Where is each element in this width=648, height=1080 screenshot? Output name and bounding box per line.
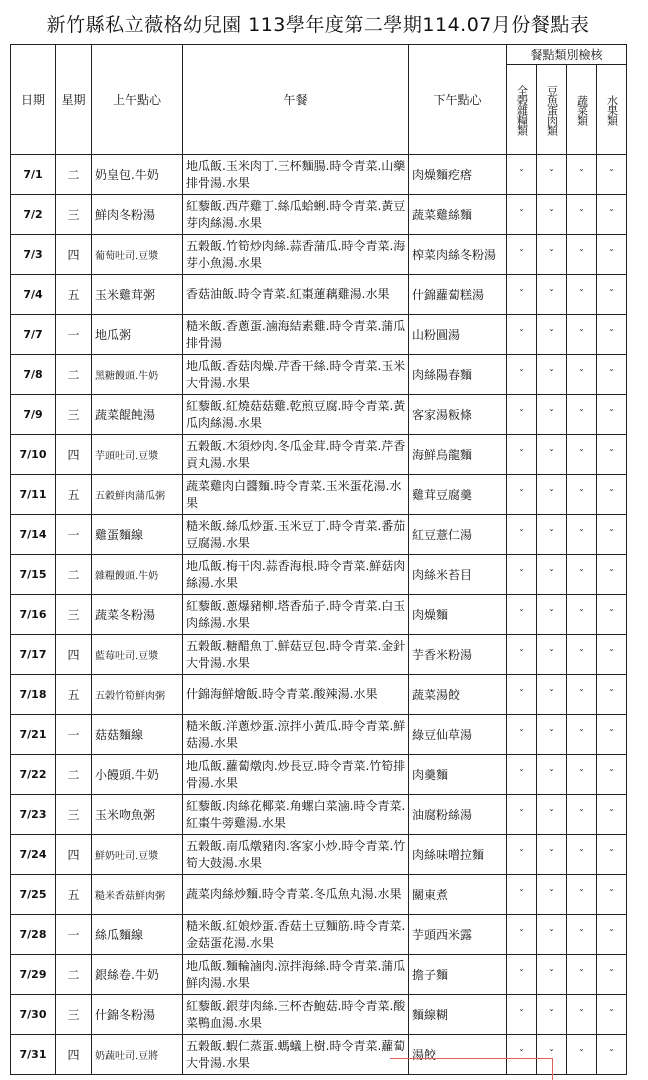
cell-check-protein: ˇ [537, 795, 567, 835]
cell-date: 7/29 [11, 955, 56, 995]
cell-check-grains: ˇ [507, 515, 537, 555]
cell-check-vegetable: ˇ [567, 275, 597, 315]
cell-date: 7/30 [11, 995, 56, 1035]
cell-pm-snack: 油腐粉絲湯 [409, 795, 507, 835]
cell-pm-snack: 關東煮 [409, 875, 507, 915]
cell-check-fruit: ˇ [597, 715, 627, 755]
cell-check-fruit: ˇ [597, 795, 627, 835]
cell-weekday: 三 [56, 995, 92, 1035]
cell-weekday: 四 [56, 835, 92, 875]
cell-pm-snack: 山粉圓湯 [409, 315, 507, 355]
cell-check-grains: ˇ [507, 195, 537, 235]
table-row [11, 995, 627, 1035]
cell-lunch: 香菇油飯.時令青菜.紅棗蓮藕雞湯.水果 [183, 275, 409, 315]
table-row [11, 155, 627, 195]
header-pm-snack: 下午點心 [409, 45, 507, 155]
cell-lunch: 紅藜飯.肉絲花椰菜.角螺白菜滷.時令青菜.紅棗牛蒡雞湯.水果 [183, 795, 409, 835]
cell-date: 7/17 [11, 635, 56, 675]
cell-am-snack: 玉米吻魚粥 [92, 795, 183, 835]
cell-pm-snack: 蔬菜雞絲麵 [409, 195, 507, 235]
cell-date: 7/23 [11, 795, 56, 835]
cell-weekday: 一 [56, 515, 92, 555]
cell-am-snack: 黑糖饅頭.牛奶 [92, 355, 183, 395]
table-row [11, 715, 627, 755]
cell-weekday: 四 [56, 635, 92, 675]
cell-check-vegetable: ˇ [567, 795, 597, 835]
cell-lunch: 地瓜飯.香菇肉燥.芹香干絲.時令青菜.玉米大骨湯.水果 [183, 355, 409, 395]
cell-am-snack: 蔬菜餛飩湯 [92, 395, 183, 435]
cell-pm-snack: 蔬菜湯餃 [409, 675, 507, 715]
cell-lunch: 五穀飯.南瓜燉豬肉.客家小炒.時令青菜.竹筍大鼓湯.水果 [183, 835, 409, 875]
cell-weekday: 五 [56, 475, 92, 515]
cell-check-grains: ˇ [507, 155, 537, 195]
cell-am-snack: 葡萄吐司.豆漿 [92, 235, 183, 275]
cell-date: 7/10 [11, 435, 56, 475]
cell-check-protein: ˇ [537, 995, 567, 1035]
cell-date: 7/1 [11, 155, 56, 195]
table-row [11, 595, 627, 635]
cell-check-grains: ˇ [507, 235, 537, 275]
cell-lunch: 糙米飯.紅娘炒蛋.香菇土豆麵筋.時令青菜.金菇蛋花湯.水果 [183, 915, 409, 955]
cell-check-grains: ˇ [507, 995, 537, 1035]
cell-check-protein: ˇ [537, 875, 567, 915]
cell-lunch: 紅藜飯.西芹雞丁.絲瓜蛤蜊.時令青菜.黃豆芽肉絲湯.水果 [183, 195, 409, 235]
cell-check-vegetable: ˇ [567, 715, 597, 755]
cell-date: 7/3 [11, 235, 56, 275]
cell-weekday: 五 [56, 675, 92, 715]
cell-check-vegetable: ˇ [567, 355, 597, 395]
cell-check-protein: ˇ [537, 195, 567, 235]
cell-date: 7/9 [11, 395, 56, 435]
table-row [11, 555, 627, 595]
cell-pm-snack: 麵線糊 [409, 995, 507, 1035]
table-row [11, 435, 627, 475]
cell-check-fruit: ˇ [597, 915, 627, 955]
cell-weekday: 四 [56, 235, 92, 275]
cell-check-protein: ˇ [537, 235, 567, 275]
cell-am-snack: 什錦冬粉湯 [92, 995, 183, 1035]
cell-check-vegetable: ˇ [567, 595, 597, 635]
cell-lunch: 紅藜飯.蔥爆豬柳.塔香茄子.時令青菜.白玉肉絲湯.水果 [183, 595, 409, 635]
cell-pm-snack: 綠豆仙草湯 [409, 715, 507, 755]
cell-pm-snack: 肉絲味噌拉麵 [409, 835, 507, 875]
cell-pm-snack: 什錦蘿蔔糕湯 [409, 275, 507, 315]
cell-check-vegetable: ˇ [567, 955, 597, 995]
cell-date: 7/15 [11, 555, 56, 595]
cell-check-fruit: ˇ [597, 635, 627, 675]
cell-weekday: 一 [56, 915, 92, 955]
cell-date: 7/28 [11, 915, 56, 955]
cell-check-fruit: ˇ [597, 955, 627, 995]
cell-check-grains: ˇ [507, 755, 537, 795]
cell-date: 7/4 [11, 275, 56, 315]
cell-check-fruit: ˇ [597, 395, 627, 435]
cell-pm-snack: 擔子麵 [409, 955, 507, 995]
cell-check-fruit: ˇ [597, 1035, 627, 1075]
cell-pm-snack: 榨菜肉絲冬粉湯 [409, 235, 507, 275]
cell-lunch: 地瓜飯.蘿蔔燉肉.炒長豆.時令青菜.竹筍排骨湯.水果 [183, 755, 409, 795]
cell-check-fruit: ˇ [597, 355, 627, 395]
cell-lunch: 地瓜飯.梅干肉.蒜香海根.時令青菜.鮮菇肉絲湯.水果 [183, 555, 409, 595]
table-row [11, 795, 627, 835]
header-lunch: 午餐 [183, 45, 409, 155]
cell-check-fruit: ˇ [597, 675, 627, 715]
cell-pm-snack: 肉燥麵 [409, 595, 507, 635]
cell-check-protein: ˇ [537, 955, 567, 995]
cell-pm-snack: 紅豆薏仁湯 [409, 515, 507, 555]
cell-check-grains: ˇ [507, 835, 537, 875]
header-weekday: 星期 [56, 45, 92, 155]
cell-weekday: 四 [56, 1035, 92, 1075]
cell-check-protein: ˇ [537, 715, 567, 755]
cell-lunch: 五穀飯.糖醋魚丁.鮮菇豆包.時令青菜.金針大骨湯.水果 [183, 635, 409, 675]
cell-check-grains: ˇ [507, 915, 537, 955]
cell-check-protein: ˇ [537, 595, 567, 635]
cell-check-fruit: ˇ [597, 195, 627, 235]
table-row [11, 315, 627, 355]
cell-check-protein: ˇ [537, 275, 567, 315]
cell-check-vegetable: ˇ [567, 635, 597, 675]
cell-weekday: 三 [56, 595, 92, 635]
cell-pm-snack: 海鮮烏龍麵 [409, 435, 507, 475]
cell-date: 7/14 [11, 515, 56, 555]
table-row [11, 275, 627, 315]
table-row [11, 875, 627, 915]
table-row [11, 475, 627, 515]
cell-date: 7/22 [11, 755, 56, 795]
page-corner-mark [390, 1058, 553, 1080]
cell-weekday: 二 [56, 755, 92, 795]
cell-check-fruit: ˇ [597, 435, 627, 475]
header-check-vegetable: 蔬菜類 [575, 94, 589, 125]
cell-am-snack: 鮮肉冬粉湯 [92, 195, 183, 235]
cell-weekday: 三 [56, 395, 92, 435]
cell-pm-snack: 肉絲陽春麵 [409, 355, 507, 395]
cell-check-vegetable: ˇ [567, 875, 597, 915]
cell-date: 7/7 [11, 315, 56, 355]
cell-check-grains: ˇ [507, 275, 537, 315]
cell-weekday: 二 [56, 955, 92, 995]
cell-check-grains: ˇ [507, 795, 537, 835]
cell-check-protein: ˇ [537, 435, 567, 475]
cell-check-fruit: ˇ [597, 555, 627, 595]
cell-check-vegetable: ˇ [567, 995, 597, 1035]
cell-lunch: 五穀飯.蝦仁蒸蛋.螞蟻上樹.時令青菜.蘿蔔大骨湯.水果 [183, 1035, 409, 1075]
cell-date: 7/25 [11, 875, 56, 915]
cell-check-grains: ˇ [507, 475, 537, 515]
cell-check-vegetable: ˇ [567, 155, 597, 195]
cell-check-vegetable: ˇ [567, 475, 597, 515]
cell-check-vegetable: ˇ [567, 195, 597, 235]
cell-lunch: 紅藜飯.紅燒菇菇雞.乾煎豆腐.時令青菜.黃瓜肉絲湯.水果 [183, 395, 409, 435]
cell-check-grains: ˇ [507, 1035, 537, 1075]
cell-lunch: 五穀飯.木須炒肉.冬瓜金茸.時令青菜.芹香貢丸湯.水果 [183, 435, 409, 475]
menu-table [10, 44, 627, 1075]
menu-body [11, 155, 627, 1075]
cell-check-vegetable: ˇ [567, 915, 597, 955]
table-row [11, 915, 627, 955]
cell-pm-snack: 肉燥麵疙瘩 [409, 155, 507, 195]
table-row [11, 675, 627, 715]
cell-check-vegetable: ˇ [567, 675, 597, 715]
cell-check-fruit: ˇ [597, 315, 627, 355]
cell-check-vegetable: ˇ [567, 435, 597, 475]
table-row [11, 635, 627, 675]
table-row [11, 395, 627, 435]
cell-check-grains: ˇ [507, 955, 537, 995]
cell-date: 7/2 [11, 195, 56, 235]
cell-lunch: 蔬菜雞肉白醬麵.時令青菜.玉米蛋花湯.水果 [183, 475, 409, 515]
cell-check-fruit: ˇ [597, 995, 627, 1035]
cell-check-vegetable: ˇ [567, 315, 597, 355]
cell-am-snack: 玉米雞茸粥 [92, 275, 183, 315]
cell-weekday: 一 [56, 315, 92, 355]
cell-am-snack: 藍莓吐司.豆漿 [92, 635, 183, 675]
cell-date: 7/16 [11, 595, 56, 635]
cell-check-protein: ˇ [537, 475, 567, 515]
cell-check-vegetable: ˇ [567, 835, 597, 875]
cell-date: 7/11 [11, 475, 56, 515]
cell-pm-snack: 客家湯粄條 [409, 395, 507, 435]
header-check-fruit: 水果類 [605, 94, 619, 125]
cell-check-protein: ˇ [537, 515, 567, 555]
cell-check-protein: ˇ [537, 635, 567, 675]
cell-weekday: 三 [56, 195, 92, 235]
cell-check-grains: ˇ [507, 355, 537, 395]
cell-check-vegetable: ˇ [567, 755, 597, 795]
cell-weekday: 五 [56, 875, 92, 915]
cell-check-protein: ˇ [537, 915, 567, 955]
cell-check-vegetable: ˇ [567, 235, 597, 275]
cell-am-snack: 芋頭吐司.豆漿 [92, 435, 183, 475]
cell-date: 7/31 [11, 1035, 56, 1075]
cell-check-protein: ˇ [537, 555, 567, 595]
cell-lunch: 五穀飯.竹筍炒肉絲.蒜香蒲瓜.時令青菜.海芽小魚湯.水果 [183, 235, 409, 275]
cell-am-snack: 絲瓜麵線 [92, 915, 183, 955]
cell-weekday: 五 [56, 275, 92, 315]
cell-am-snack: 銀絲卷.牛奶 [92, 955, 183, 995]
cell-check-protein: ˇ [537, 155, 567, 195]
cell-am-snack: 五穀鮮肉蒲瓜粥 [92, 475, 183, 515]
cell-pm-snack: 雞茸豆腐羹 [409, 475, 507, 515]
cell-pm-snack: 肉絲米苔目 [409, 555, 507, 595]
cell-pm-snack: 芋頭西米露 [409, 915, 507, 955]
cell-am-snack: 五榖竹筍鮮肉粥 [92, 675, 183, 715]
cell-lunch: 什錦海鮮燴飯.時令青菜.酸辣湯.水果 [183, 675, 409, 715]
cell-check-fruit: ˇ [597, 595, 627, 635]
table-row [11, 835, 627, 875]
cell-check-fruit: ˇ [597, 755, 627, 795]
cell-check-grains: ˇ [507, 875, 537, 915]
header-check-grains: 全榖雜糧類 [515, 84, 529, 135]
cell-am-snack: 小饅頭.牛奶 [92, 755, 183, 795]
header-am-snack: 上午點心 [92, 45, 183, 155]
header-date: 日期 [11, 45, 56, 155]
cell-weekday: 三 [56, 795, 92, 835]
cell-lunch: 糙米飯.絲瓜炒蛋.玉米豆丁.時令青菜.番茄豆腐湯.水果 [183, 515, 409, 555]
table-row [11, 755, 627, 795]
cell-am-snack: 奶蔬吐司.豆將 [92, 1035, 183, 1075]
cell-check-vegetable: ˇ [567, 515, 597, 555]
cell-check-protein: ˇ [537, 355, 567, 395]
cell-date: 7/24 [11, 835, 56, 875]
cell-lunch: 地瓜飯.麵輪滷肉.涼拌海絲.時令青菜.蒲瓜鮮肉湯.水果 [183, 955, 409, 995]
cell-check-grains: ˇ [507, 635, 537, 675]
cell-check-vegetable: ˇ [567, 555, 597, 595]
cell-am-snack: 雜糧饅頭.牛奶 [92, 555, 183, 595]
cell-check-protein: ˇ [537, 675, 567, 715]
table-row [11, 195, 627, 235]
cell-check-fruit: ˇ [597, 235, 627, 275]
page-title: 新竹縣私立薇格幼兒園 113學年度第二學期114.07月份餐點表 [46, 14, 590, 36]
cell-am-snack: 菇菇麵線 [92, 715, 183, 755]
cell-lunch: 地瓜飯.玉米肉丁.三杯麵腸.時令青菜.山藥排骨湯.水果 [183, 155, 409, 195]
table-row [11, 355, 627, 395]
cell-lunch: 紅藜飯.銀芽肉絲.三杯杏鮑菇.時令青菜.酸菜鴨血湯.水果 [183, 995, 409, 1035]
cell-check-grains: ˇ [507, 715, 537, 755]
cell-pm-snack: 芋香米粉湯 [409, 635, 507, 675]
cell-weekday: 二 [56, 355, 92, 395]
cell-weekday: 二 [56, 155, 92, 195]
cell-check-grains: ˇ [507, 555, 537, 595]
cell-weekday: 一 [56, 715, 92, 755]
header-check-group: 餐點類別檢核 [507, 45, 627, 65]
cell-check-grains: ˇ [507, 675, 537, 715]
cell-check-protein: ˇ [537, 315, 567, 355]
cell-date: 7/8 [11, 355, 56, 395]
cell-check-protein: ˇ [537, 755, 567, 795]
cell-pm-snack: 肉羹麵 [409, 755, 507, 795]
cell-date: 7/18 [11, 675, 56, 715]
table-row [11, 955, 627, 995]
cell-check-fruit: ˇ [597, 875, 627, 915]
cell-date: 7/21 [11, 715, 56, 755]
cell-check-vegetable: ˇ [567, 395, 597, 435]
cell-pm-snack: 湯餃 [409, 1035, 507, 1075]
cell-am-snack: 糙米香菇鮮肉粥 [92, 875, 183, 915]
cell-check-grains: ˇ [507, 315, 537, 355]
cell-am-snack: 鮮奶吐司.豆漿 [92, 835, 183, 875]
table-row [11, 515, 627, 555]
cell-check-grains: ˇ [507, 395, 537, 435]
cell-check-fruit: ˇ [597, 835, 627, 875]
cell-check-protein: ˇ [537, 395, 567, 435]
cell-check-protein: ˇ [537, 835, 567, 875]
cell-am-snack: 蔬菜冬粉湯 [92, 595, 183, 635]
cell-check-fruit: ˇ [597, 515, 627, 555]
table-row [11, 235, 627, 275]
cell-weekday: 二 [56, 555, 92, 595]
cell-check-grains: ˇ [507, 595, 537, 635]
header-check-protein: 豆魚蛋肉類 [545, 84, 559, 135]
cell-weekday: 四 [56, 435, 92, 475]
cell-check-grains: ˇ [507, 435, 537, 475]
cell-check-fruit: ˇ [597, 155, 627, 195]
cell-am-snack: 雞蛋麵線 [92, 515, 183, 555]
cell-lunch: 糙米飯.洋蔥炒蛋.涼拌小黃瓜.時令青菜.鮮菇湯.水果 [183, 715, 409, 755]
cell-lunch: 蔬菜肉絲炒麵.時令青菜.冬瓜魚丸湯.水果 [183, 875, 409, 915]
cell-am-snack: 地瓜粥 [92, 315, 183, 355]
cell-check-fruit: ˇ [597, 475, 627, 515]
cell-check-fruit: ˇ [597, 275, 627, 315]
cell-check-vegetable: ˇ [567, 1035, 597, 1075]
cell-am-snack: 奶皇包.牛奶 [92, 155, 183, 195]
cell-check-protein: ˇ [537, 1035, 567, 1075]
cell-lunch: 糙米飯.香蔥蛋.滷海結素雞.時令青菜.蒲瓜排骨湯 [183, 315, 409, 355]
